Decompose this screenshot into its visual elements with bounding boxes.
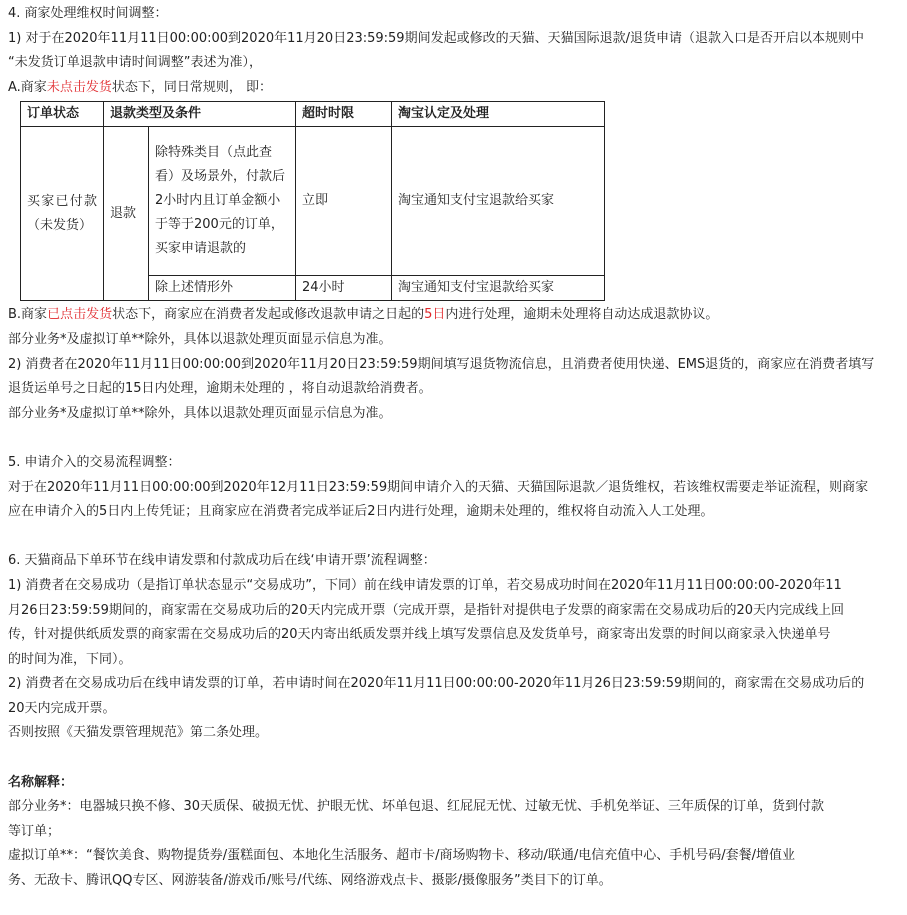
table-row — [21, 127, 605, 276]
section-4-paragraph-2: 2) 消费者在2020年11月11日00:00:00到2020年11月20日23:59:59期间填写退货物流信息，且消费者使用快递、EMS退货的，商家应在消费者填写 — [8, 356, 875, 372]
section-4-paragraph-1: 1) 对于在2020年11月11日00:00:00到2020年11月20日23:59:59期间发起或修改的天猫、天猫国际退款/退货申请（退款入口是否开启以本规则中 — [8, 30, 864, 46]
cell-condition-1: 除特殊类目（点此查看）及场景外，付款后2小时内且订单金额小于等于200元的订单，买家申请退款的 — [149, 127, 296, 276]
section-4-note-1: 部分业务*及虚拟订单**除外，具体以退款处理页面显示信息为准。 — [8, 331, 392, 347]
section-4-clause-b — [8, 303, 901, 328]
cell-refund-type: 退款 — [104, 127, 149, 301]
header-order-status: 订单状态 — [21, 102, 104, 127]
section-6-title: 6. 天猫商品下单环节在线申请发票和付款成功后在线‘申请开票’流程调整： — [8, 553, 436, 569]
header-timeout: 超时时限 — [296, 102, 392, 127]
clause-a-highlight: 未点击发货 — [46, 79, 112, 95]
section-5-paragraph-cont: 应在申请介入的5日内上传凭证；且商家应在消费者完成举证后2日内进行处理，逾期未处理的，维权将自动流入人工处理。 — [8, 504, 714, 520]
cell-timeout-2: 24小时 — [296, 276, 392, 301]
cell-order-status: 买家已付款（未发货） — [21, 127, 104, 301]
document-body — [8, 2, 901, 894]
section-6-paragraph-3: 否则按照《天猫发票管理规范》第二条处理。 — [8, 725, 269, 741]
glossary-business-cont: 等订单； — [8, 823, 61, 839]
glossary-title: 名称解释： — [8, 774, 74, 790]
section-6-paragraph-1-cont-3: 的时间为准，下同）。 — [8, 651, 132, 667]
clause-b-prefix: B.商家 — [8, 307, 48, 323]
spacer — [8, 525, 901, 550]
section-6-paragraph-2: 2) 消费者在交易成功后在线申请发票的订单，若申请时间在2020年11月11日00:00:00-2020年11月26日23:59:59期间的，商家需在交易成功后的 — [8, 676, 865, 692]
section-6-paragraph-2-cont: 20天内完成开票。 — [8, 700, 116, 716]
cell-condition-2: 除上述情形外 — [149, 276, 296, 301]
table-header-row — [21, 102, 605, 127]
section-5-title: 5. 申请介入的交易流程调整： — [8, 454, 181, 470]
section-4-note-2: 部分业务*及虚拟订单**除外，具体以退款处理页面显示信息为准。 — [8, 405, 392, 421]
clause-b-suffix: 内进行处理，逾期未处理将自动达成退款协议。 — [445, 307, 719, 323]
header-handling: 淘宝认定及处理 — [392, 102, 605, 127]
spacer — [8, 426, 901, 451]
clause-a-suffix: 状态下，同日常规则， 即： — [111, 79, 272, 95]
clause-b-days-highlight: 5日 — [424, 307, 446, 323]
glossary-virtual: 虚拟订单**：“餐饮美食、购物提货券/蛋糕面包、本地化生活服务、超市卡/商场购物卡、移动/联通/电信充值中心、手机号码/套餐/增值业 — [8, 848, 796, 864]
section-4-paragraph-2-cont: 退货运单号之日起的15日内处理，逾期未处理的 ，将自动退款给消费者。 — [8, 381, 432, 397]
clause-b-highlight: 已点击发货 — [47, 307, 113, 323]
section-4-clause-a — [8, 76, 901, 101]
refund-rules-table — [20, 101, 605, 301]
section-4-paragraph-1-cont: “未发货订单退款申请时间调整”表述为准）， — [8, 55, 262, 71]
clause-a-prefix: A.商家 — [8, 79, 47, 95]
cell-timeout-1: 立即 — [296, 127, 392, 276]
glossary-business: 部分业务*：电器城只换不修、30天质保、破损无忧、护眼无忧、坏单包退、红屁屁无忧、过敏无忧、手机免举证、三年质保的订单，货到付款 — [8, 799, 825, 815]
section-6-paragraph-1: 1) 消费者在交易成功（是指订单状态显示“交易成功”，下同）前在线申请发票的订单，若交易成功时间在2020年11月11日00:00:00-2020年11 — [8, 577, 842, 593]
cell-handling-1: 淘宝通知支付宝退款给买家 — [392, 127, 605, 276]
clause-b-mid: 状态下，商家应在消费者发起或修改退款申请之日起的 — [112, 307, 425, 323]
header-refund-type: 退款类型及条件 — [104, 102, 296, 127]
section-6-paragraph-1-cont-2: 传，针对提供纸质发票的商家需在交易成功后的20天内寄出纸质发票并线上填写发票信息及发货单号，商家寄出发票的时间以商家录入快递单号 — [8, 627, 831, 643]
section-6-paragraph-1-cont-1: 月26日23:59:59期间的，商家需在交易成功后的20天内完成开票（完成开票，是指针对提供电子发票的商家需在交易成功后的20天内完成线上回 — [8, 602, 845, 618]
section-4-title: 4. 商家处理维权时间调整： — [8, 6, 168, 21]
cell-handling-2: 淘宝通知支付宝退款给买家 — [392, 276, 605, 301]
spacer — [8, 746, 901, 771]
glossary-virtual-cont: 务、无敌卡、腾讯QQ专区、网游装备/游戏币/账号/代练、网络游戏点卡、摄影/摄像服务”类目下的订单。 — [8, 873, 612, 889]
section-5-paragraph: 对于在2020年11月11日00:00:00到2020年12月11日23:59:59期间申请介入的天猫、天猫国际退款／退货维权，若该维权需要走举证流程，则商家 — [8, 479, 869, 495]
